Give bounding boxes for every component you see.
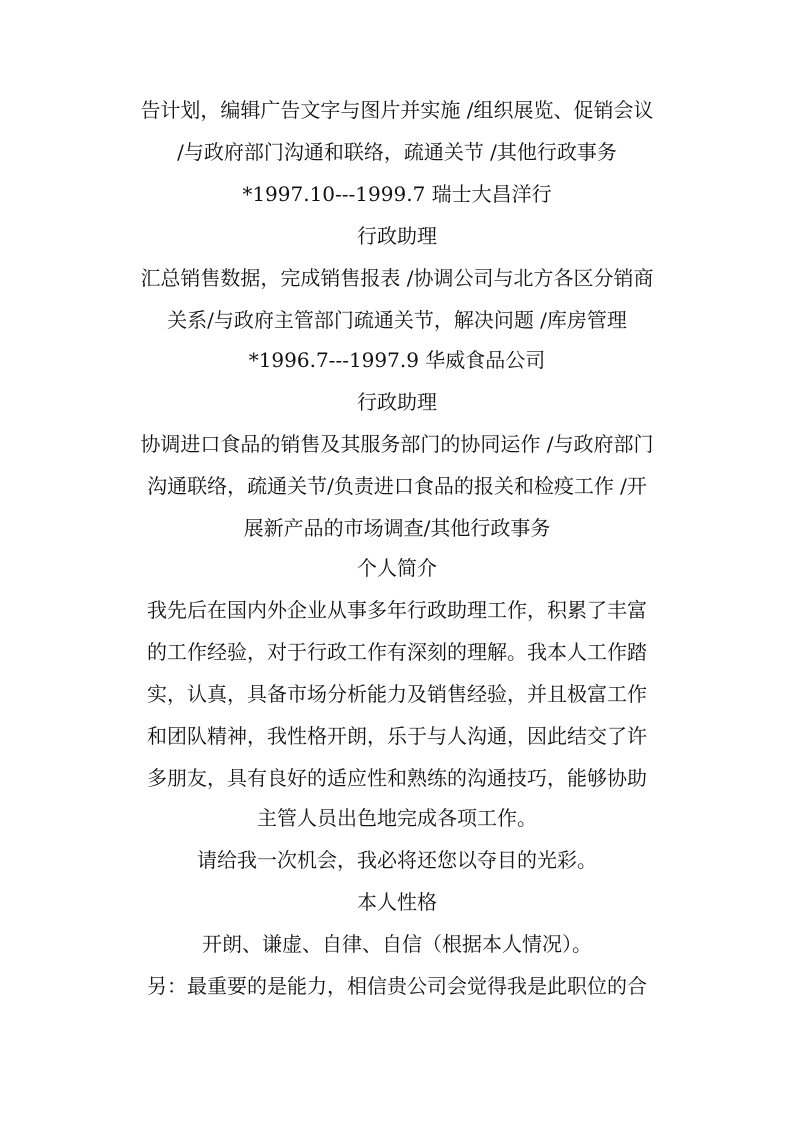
section-heading: 个人简介	[357, 556, 437, 580]
text-line: 协调进口食品的销售及其服务部门的协同运作 /与政府部门	[140, 432, 654, 456]
text-line: 告计划，编辑广告文字与图片并实施 /组织展览、促销会议	[140, 98, 654, 122]
text-line: 多朋友，具有良好的适应性和熟练的沟通技巧，能够协助	[147, 766, 647, 790]
text-line: 的工作经验，对于行政工作有深刻的理解。我本人工作踏	[147, 640, 647, 664]
text-line: 主管人员出色地完成各项工作。	[257, 806, 537, 830]
text-line: 和团队精神，我性格开朗，乐于与人沟通，因此结交了许	[147, 724, 647, 748]
section-heading: 本人性格	[357, 890, 437, 914]
text-line: 关系/与政府主管部门疏通关节，解决问题 /库房管理	[167, 308, 627, 332]
text-line: 请给我一次机会，我必将还您以夺目的光彩。	[197, 848, 597, 872]
text-line: 开朗、谦虚、自律、自信（根据本人情况）。	[202, 932, 592, 956]
text-line: 另：最重要的是能力，相信贵公司会觉得我是此职位的合	[147, 974, 647, 998]
job-title-line: 行政助理	[357, 224, 437, 248]
text-line: 汇总销售数据，完成销售报表 /协调公司与北方各区分销商	[140, 266, 654, 290]
job-title-line: 行政助理	[357, 390, 437, 414]
text-line: 实，认真，具备市场分析能力及销售经验，并且极富工作	[147, 682, 647, 706]
text-line: 展新产品的市场调查/其他行政事务	[243, 516, 551, 540]
date-company-line: *1997.10---1999.7 瑞士大昌洋行	[242, 182, 552, 206]
date-company-line: *1996.7---1997.9 华威食品公司	[248, 348, 546, 372]
text-line: /与政府部门沟通和联络，疏通关节 /其他行政事务	[177, 140, 617, 164]
text-line: 沟通联络，疏通关节/负责进口食品的报关和检疫工作 /开	[147, 474, 647, 498]
text-line: 我先后在国内外企业从事多年行政助理工作，积累了丰富	[147, 598, 647, 622]
